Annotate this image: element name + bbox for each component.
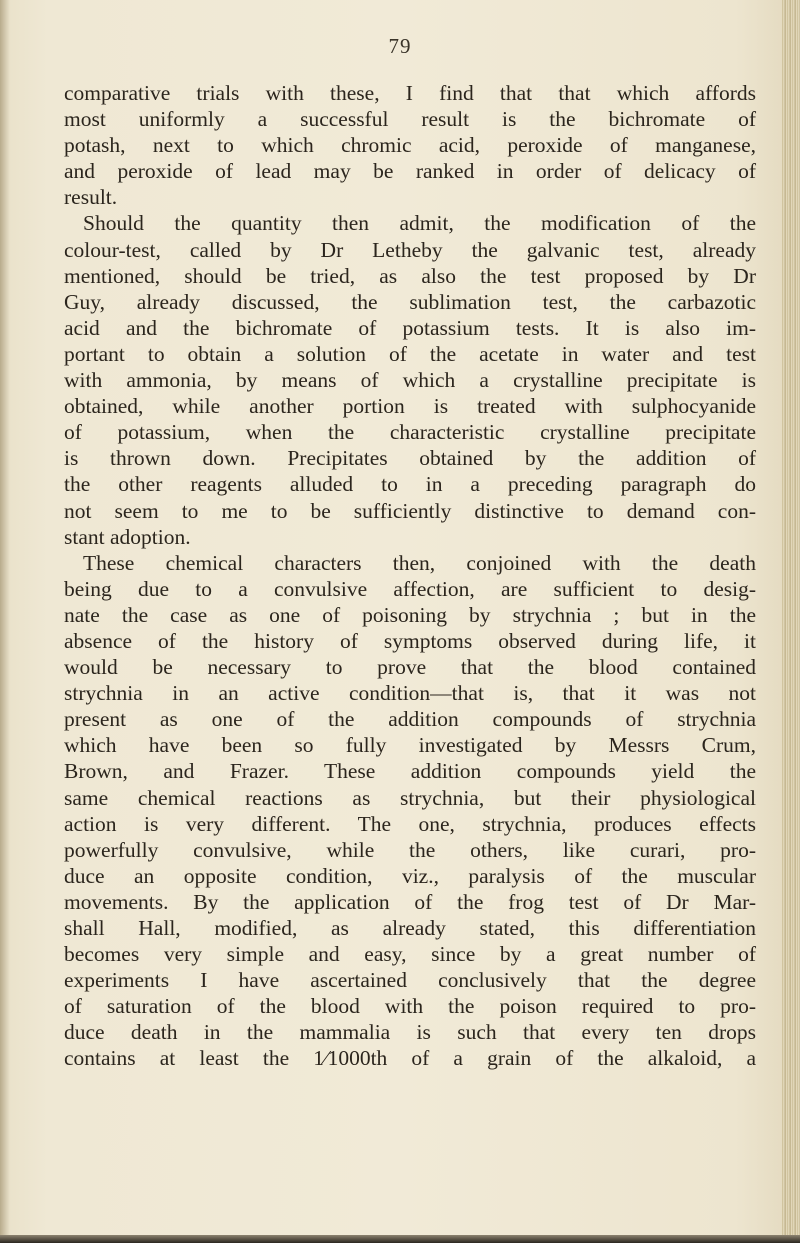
text-line: shall Hall, modified, as already stated, this differentiation — [64, 916, 756, 940]
page-edge — [782, 0, 800, 1243]
text-line: present as one of the addition compounds of strychnia — [64, 707, 756, 732]
text-line: action is very different. The one, strychnia, produces effects — [64, 811, 756, 836]
text-line: mentioned, should be tried, as also the test proposed by Dr — [64, 263, 756, 288]
text-line: powerfully convulsive, while the others, like curari, pro- — [64, 837, 756, 862]
text-line: contains at least the 1⁄1000th of a grain of the alkaloid, a — [64, 1046, 756, 1071]
text-line: would be necessary to prove that the blood contained — [64, 655, 756, 680]
text-line: strychnia in an active condition—that is, that it was not — [64, 681, 756, 706]
text-line: of saturation of the blood with the poison required to pro- — [64, 994, 756, 1019]
text-line: Should the quantity then admit, the modification of the — [83, 211, 756, 236]
text-line: absence of the history of symptoms observed during life, it — [64, 628, 756, 653]
text-line: nate the case as one of poisoning by strychnia ; but in the — [64, 602, 756, 627]
text-line: most uniformly a successful result is the bichromate of — [64, 107, 756, 132]
text-line: not seem to me to be sufficiently distinctive to demand con- — [64, 498, 756, 523]
text-line: These chemical characters then, conjoined with the death — [83, 550, 756, 575]
text-line: result. — [64, 185, 118, 210]
text-line: the other reagents alluded to in a preceding paragraph do — [64, 472, 756, 497]
text-line: portant to obtain a solution of the acetate in water and test — [64, 341, 756, 366]
text-line: which have been so fully investigated by Messrs Crum, — [64, 733, 756, 758]
text-line: duce an opposite condition, viz., paralysis of the muscular — [64, 863, 756, 888]
gutter-shadow — [0, 0, 10, 1243]
text-line: movements. By the application of the frog test of Dr Mar- — [64, 889, 756, 914]
text-line: acid and the bichromate of potassium tests. It is also im- — [64, 315, 756, 340]
text-line: duce death in the mammalia is such that every ten drops — [64, 1020, 756, 1045]
text-line: stant adoption. — [64, 524, 191, 549]
text-line: colour-test, called by Dr Letheby the galvanic test, already — [64, 237, 756, 262]
text-line: and peroxide of lead may be ranked in order of delicacy of — [64, 159, 756, 184]
text-line: obtained, while another portion is treated with sulphocyanide — [64, 394, 756, 419]
page-bottom-edge — [0, 1235, 800, 1243]
text-line: becomes very simple and easy, since by a great number of — [64, 942, 756, 967]
page-number: 79 — [388, 34, 412, 58]
text-line: with ammonia, by means of which a crystalline precipitate is — [64, 368, 756, 393]
text-line: potash, next to which chromic acid, peroxide of manganese, — [64, 133, 756, 158]
text-line: of potassium, when the characteristic crystalline precipitate — [64, 420, 756, 445]
text-line: Guy, already discussed, the sublimation test, the carbazotic — [64, 289, 756, 314]
body-text — [64, 80, 756, 1072]
text-line: same chemical reactions as strychnia, but their physiological — [64, 785, 756, 810]
text-line: being due to a convulsive affection, are sufficient to desig- — [64, 576, 756, 601]
text-line: Brown, and Frazer. These addition compounds yield the — [64, 759, 756, 784]
text-line: comparative trials with these, I find that that which affords — [64, 81, 756, 105]
text-line: is thrown down. Precipitates obtained by the addition of — [64, 446, 756, 471]
text-line: experiments I have ascertained conclusively that the degree — [64, 968, 756, 993]
